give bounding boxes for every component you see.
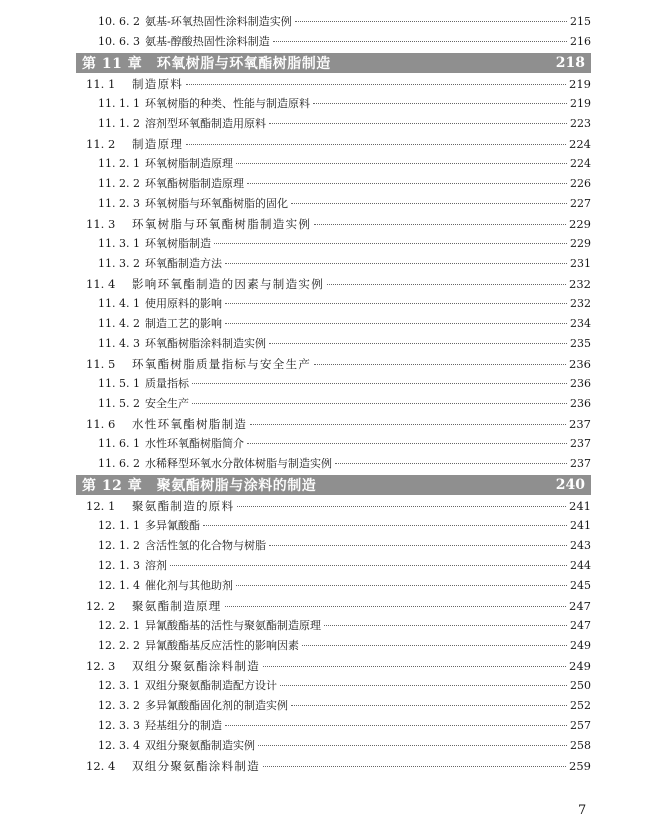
toc-subsection-row[interactable] bbox=[76, 194, 591, 214]
chapter-heading[interactable] bbox=[76, 475, 591, 495]
entry-title: 环氧酯制造方法 bbox=[145, 257, 222, 270]
toc-section-row[interactable] bbox=[76, 214, 591, 234]
toc-subsection-row[interactable] bbox=[76, 454, 591, 474]
entry-page: 219 bbox=[569, 77, 591, 91]
entry-page: 250 bbox=[570, 679, 591, 692]
entry-page: 258 bbox=[570, 739, 591, 752]
dot-leader bbox=[192, 383, 567, 384]
dot-leader bbox=[258, 745, 567, 746]
dot-leader bbox=[314, 224, 566, 225]
entry-page: 237 bbox=[569, 417, 591, 431]
chapter-page: 218 bbox=[555, 55, 585, 71]
entry-number: 10. 6. 3 bbox=[98, 35, 140, 48]
entry-number: 11. 5. 1 bbox=[98, 377, 140, 390]
entry-title: 安全生产 bbox=[145, 397, 189, 410]
toc-subsection-row[interactable] bbox=[76, 556, 591, 576]
entry-number: 11. 6. 1 bbox=[98, 437, 140, 450]
entry-title: 异氰酸酯基反应活性的影响因素 bbox=[145, 639, 299, 652]
entry-page: 215 bbox=[570, 15, 591, 28]
entry-number: 12. 1. 1 bbox=[98, 519, 140, 532]
entry-number: 11. 4. 1 bbox=[98, 297, 140, 310]
dot-leader bbox=[203, 525, 567, 526]
entry-page: 223 bbox=[570, 117, 591, 130]
dot-leader bbox=[327, 284, 566, 285]
dot-leader bbox=[236, 163, 567, 164]
dot-leader bbox=[302, 645, 567, 646]
toc-section-row[interactable] bbox=[76, 414, 591, 434]
entry-number: 11. 2. 2 bbox=[98, 177, 140, 190]
toc-subsection-row[interactable] bbox=[76, 32, 591, 52]
entry-title: 环氧树脂与环氧酯树脂的固化 bbox=[145, 197, 288, 210]
entry-title: 溶剂 bbox=[145, 559, 167, 572]
dot-leader bbox=[237, 506, 566, 507]
dot-leader bbox=[314, 364, 566, 365]
toc-subsection-row[interactable] bbox=[76, 576, 591, 596]
entry-page: 236 bbox=[570, 397, 591, 410]
entry-title: 含活性氢的化合物与树脂 bbox=[145, 539, 266, 552]
toc-subsection-row[interactable] bbox=[76, 314, 591, 334]
entry-title: 质量指标 bbox=[145, 377, 189, 390]
toc-subsection-row[interactable] bbox=[76, 636, 591, 656]
dot-leader bbox=[280, 685, 567, 686]
entry-title: 氨基-醇酸热固性涂料制造 bbox=[145, 35, 270, 48]
entry-number: 11. 3. 1 bbox=[98, 237, 140, 250]
entry-page: 252 bbox=[570, 699, 591, 712]
entry-page: 249 bbox=[570, 639, 591, 652]
toc-section-row[interactable] bbox=[76, 274, 591, 294]
dot-leader bbox=[335, 463, 567, 464]
toc-subsection-row[interactable] bbox=[76, 334, 591, 354]
entry-page: 229 bbox=[569, 217, 591, 231]
entry-title: 制造原理 bbox=[132, 137, 184, 151]
entry-number: 11. 1 bbox=[86, 77, 116, 91]
dot-leader bbox=[192, 403, 567, 404]
entry-number: 11. 2 bbox=[86, 137, 116, 151]
entry-number: 11. 6. 2 bbox=[98, 457, 140, 470]
entry-number: 12. 3. 3 bbox=[98, 719, 140, 732]
dot-leader bbox=[291, 705, 567, 706]
toc-subsection-row[interactable] bbox=[76, 154, 591, 174]
toc-section-row[interactable] bbox=[76, 656, 591, 676]
entry-title: 环氧酯树脂涂料制造实例 bbox=[145, 337, 266, 350]
entry-title: 环氧树脂制造原理 bbox=[145, 157, 233, 170]
entry-page: 216 bbox=[570, 35, 591, 48]
toc-section-row[interactable] bbox=[76, 74, 591, 94]
entry-number: 12. 1. 3 bbox=[98, 559, 140, 572]
entry-page: 237 bbox=[570, 457, 591, 470]
entry-number: 11. 4. 2 bbox=[98, 317, 140, 330]
entry-page: 231 bbox=[570, 257, 591, 270]
entry-number: 11. 3. 2 bbox=[98, 257, 140, 270]
entry-page: 259 bbox=[569, 759, 591, 773]
entry-page: 249 bbox=[569, 659, 591, 673]
dot-leader bbox=[247, 443, 567, 444]
entry-page: 244 bbox=[570, 559, 591, 572]
entry-title: 环氧酯树脂质量指标与安全生产 bbox=[132, 357, 312, 371]
toc-subsection-row[interactable] bbox=[76, 434, 591, 454]
dot-leader bbox=[225, 606, 566, 607]
toc-subsection-row[interactable] bbox=[76, 394, 591, 414]
page-number: 7 bbox=[578, 803, 587, 818]
entry-number: 12. 3 bbox=[86, 659, 116, 673]
dot-leader bbox=[269, 545, 567, 546]
chapter-page: 240 bbox=[555, 477, 585, 493]
entry-page: 245 bbox=[570, 579, 591, 592]
entry-title: 催化剂与其他助剂 bbox=[145, 579, 233, 592]
dot-leader bbox=[225, 323, 567, 324]
entry-number: 12. 1. 2 bbox=[98, 539, 140, 552]
entry-page: 257 bbox=[570, 719, 591, 732]
toc-subsection-row[interactable] bbox=[76, 696, 591, 716]
toc-section-row[interactable] bbox=[76, 756, 591, 776]
toc-subsection-row[interactable] bbox=[76, 736, 591, 756]
entry-number: 12. 1 bbox=[86, 499, 116, 513]
entry-number: 11. 1. 1 bbox=[98, 97, 140, 110]
entry-page: 234 bbox=[570, 317, 591, 330]
dot-leader bbox=[324, 625, 567, 626]
dot-leader bbox=[313, 103, 567, 104]
toc-subsection-row[interactable] bbox=[76, 616, 591, 636]
entry-page: 219 bbox=[570, 97, 591, 110]
entry-title: 异氰酸酯基的活性与聚氨酯制造原理 bbox=[145, 619, 321, 632]
dot-leader bbox=[170, 565, 567, 566]
toc-subsection-row[interactable] bbox=[76, 536, 591, 556]
entry-title: 溶剂型环氧酯制造用原料 bbox=[145, 117, 266, 130]
toc-subsection-row[interactable] bbox=[76, 234, 591, 254]
entry-title: 聚氨酯制造原理 bbox=[132, 599, 222, 613]
entry-page: 247 bbox=[570, 619, 591, 632]
entry-page: 241 bbox=[569, 499, 591, 513]
entry-title: 羟基组分的制造 bbox=[145, 719, 222, 732]
toc-subsection-row[interactable] bbox=[76, 254, 591, 274]
entry-title: 水稀释型环氧水分散体树脂与制造实例 bbox=[145, 457, 332, 470]
toc-subsection-row[interactable] bbox=[76, 716, 591, 736]
entry-title: 影响环氧酯制造的因素与制造实例 bbox=[132, 277, 324, 291]
dot-leader bbox=[225, 725, 567, 726]
entry-title: 氨基-环氧热固性涂料制造实例 bbox=[145, 15, 292, 28]
entry-page: 224 bbox=[569, 137, 591, 151]
toc-subsection-row[interactable] bbox=[76, 516, 591, 536]
entry-page: 236 bbox=[569, 357, 591, 371]
entry-title: 制造工艺的影响 bbox=[145, 317, 222, 330]
toc-section-row[interactable] bbox=[76, 496, 591, 516]
entry-number: 12. 2 bbox=[86, 599, 116, 613]
entry-title: 制造原料 bbox=[132, 77, 184, 91]
toc-subsection-row[interactable] bbox=[76, 12, 591, 32]
dot-leader bbox=[295, 21, 567, 22]
toc-subsection-row[interactable] bbox=[76, 114, 591, 134]
entry-number: 12. 1. 4 bbox=[98, 579, 140, 592]
entry-number: 11. 4 bbox=[86, 277, 116, 291]
entry-number: 12. 3. 2 bbox=[98, 699, 140, 712]
dot-leader bbox=[273, 41, 567, 42]
toc-subsection-row[interactable] bbox=[76, 676, 591, 696]
dot-leader bbox=[263, 666, 566, 667]
entry-title: 环氧树脂制造 bbox=[145, 237, 211, 250]
dot-leader bbox=[291, 203, 567, 204]
entry-page: 235 bbox=[570, 337, 591, 350]
dot-leader bbox=[225, 263, 567, 264]
entry-title: 环氧酯树脂制造原理 bbox=[145, 177, 244, 190]
entry-number: 12. 3. 1 bbox=[98, 679, 140, 692]
entry-page: 241 bbox=[570, 519, 591, 532]
toc-subsection-row[interactable] bbox=[76, 294, 591, 314]
dot-leader bbox=[263, 766, 566, 767]
dot-leader bbox=[236, 585, 567, 586]
toc-subsection-row[interactable] bbox=[76, 174, 591, 194]
entry-page: 226 bbox=[570, 177, 591, 190]
entry-title: 双组分聚氨酯制造配方设计 bbox=[145, 679, 277, 692]
entry-title: 双组分聚氨酯涂料制造 bbox=[132, 659, 260, 673]
entry-page: 243 bbox=[570, 539, 591, 552]
dot-leader bbox=[269, 343, 567, 344]
entry-page: 227 bbox=[570, 197, 591, 210]
entry-page: 237 bbox=[570, 437, 591, 450]
dot-leader bbox=[186, 144, 566, 145]
table-of-contents bbox=[76, 12, 591, 776]
chapter-heading[interactable] bbox=[76, 53, 591, 73]
entry-title: 使用原料的影响 bbox=[145, 297, 222, 310]
entry-number: 11. 2. 1 bbox=[98, 157, 140, 170]
toc-section-row[interactable] bbox=[76, 134, 591, 154]
entry-number: 11. 2. 3 bbox=[98, 197, 140, 210]
dot-leader bbox=[225, 303, 567, 304]
entry-title: 水性环氧酯树脂制造 bbox=[132, 417, 248, 431]
dot-leader bbox=[250, 424, 566, 425]
entry-page: 224 bbox=[570, 157, 591, 170]
toc-subsection-row[interactable] bbox=[76, 374, 591, 394]
entry-number: 11. 4. 3 bbox=[98, 337, 140, 350]
entry-number: 12. 2. 1 bbox=[98, 619, 140, 632]
entry-title: 聚氨酯制造的原料 bbox=[132, 499, 235, 513]
dot-leader bbox=[269, 123, 567, 124]
chapter-title: 第 11 章 环氧树脂与环氧酯树脂制造 bbox=[82, 56, 331, 72]
chapter-title: 第 12 章 聚氨酯树脂与涂料的制造 bbox=[82, 478, 317, 494]
dot-leader bbox=[214, 243, 567, 244]
entry-number: 10. 6. 2 bbox=[98, 15, 140, 28]
entry-page: 232 bbox=[570, 297, 591, 310]
entry-number: 11. 6 bbox=[86, 417, 116, 431]
entry-number: 11. 5. 2 bbox=[98, 397, 140, 410]
entry-number: 11. 3 bbox=[86, 217, 116, 231]
entry-title: 双组分聚氨酯涂料制造 bbox=[132, 759, 260, 773]
entry-title: 环氧树脂的种类、性能与制造原料 bbox=[145, 97, 310, 110]
entry-number: 11. 5 bbox=[86, 357, 116, 371]
toc-section-row[interactable] bbox=[76, 354, 591, 374]
entry-page: 247 bbox=[569, 599, 591, 613]
dot-leader bbox=[247, 183, 567, 184]
entry-number: 12. 4 bbox=[86, 759, 116, 773]
dot-leader bbox=[186, 84, 566, 85]
entry-title: 多异氰酸酯 bbox=[145, 519, 200, 532]
entry-page: 236 bbox=[570, 377, 591, 390]
entry-title: 多异氰酸酯固化剂的制造实例 bbox=[145, 699, 288, 712]
entry-number: 11. 1. 2 bbox=[98, 117, 140, 130]
entry-page: 232 bbox=[569, 277, 591, 291]
toc-subsection-row[interactable] bbox=[76, 94, 591, 114]
entry-title: 双组分聚氨酯制造实例 bbox=[145, 739, 255, 752]
entry-number: 12. 3. 4 bbox=[98, 739, 140, 752]
toc-section-row[interactable] bbox=[76, 596, 591, 616]
entry-page: 229 bbox=[570, 237, 591, 250]
entry-title: 环氧树脂与环氧酯树脂制造实例 bbox=[132, 217, 312, 231]
entry-number: 12. 2. 2 bbox=[98, 639, 140, 652]
entry-title: 水性环氧酯树脂简介 bbox=[145, 437, 244, 450]
